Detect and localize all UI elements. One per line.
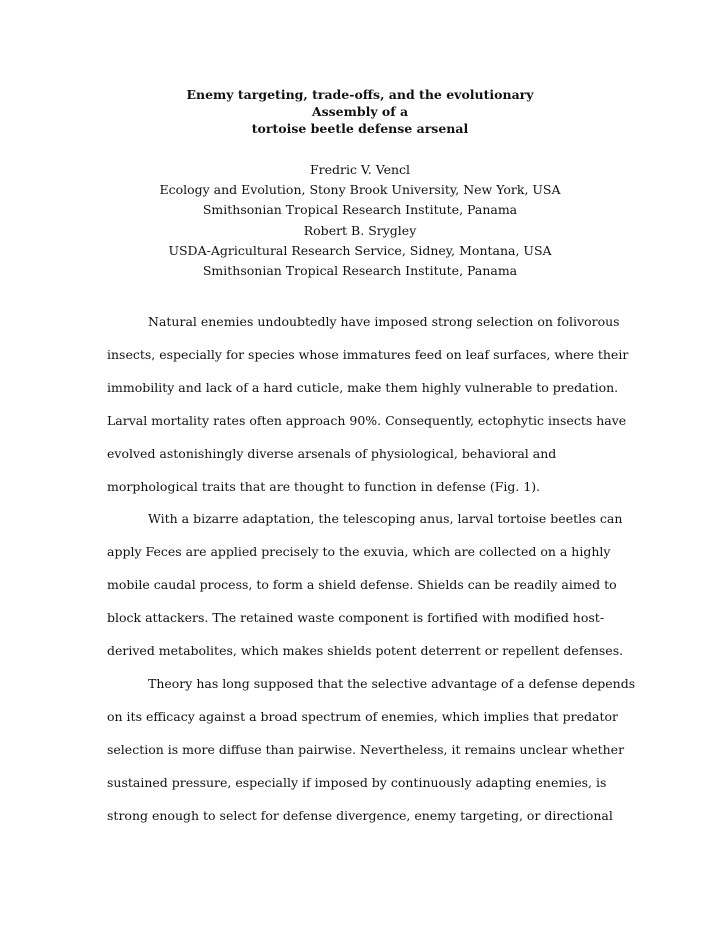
text-line: morphological traits that are thought to function in defense (Fig. 1). bbox=[107, 478, 541, 494]
author-affiliation: Smithsonian Tropical Research Institute, Panama bbox=[202, 263, 518, 279]
text-line: strong enough to select for defense divergence, enemy targeting, or directional bbox=[107, 807, 613, 823]
text-line: evolved astonishingly diverse arsenals of physiological, behavioral and bbox=[107, 445, 557, 461]
paragraph bbox=[107, 503, 627, 668]
author-affiliation: Smithsonian Tropical Research Institute, Panama bbox=[202, 202, 518, 218]
text-line: insects, especially for species whose immatures feed on leaf surfaces, where their bbox=[107, 346, 629, 362]
text-line: Theory has long supposed that the selective advantage of a defense depends bbox=[148, 675, 636, 691]
author-name: Fredric V. Vencl bbox=[309, 162, 411, 177]
paper-title bbox=[0, 86, 720, 137]
paragraph bbox=[107, 668, 636, 833]
author-affiliation: Ecology and Evolution, Stony Brook University, New York, USA bbox=[159, 182, 561, 198]
text-line: on its efficacy against a broad spectrum of enemies, which implies that predator bbox=[107, 708, 618, 724]
text-line: Larval mortality rates often approach 90%. Consequently, ectophytic insects have bbox=[107, 412, 627, 428]
text-line: block attackers. The retained waste component is fortified with modified host- bbox=[107, 610, 605, 626]
text-line: Natural enemies undoubtedly have imposed strong selection on folivorous bbox=[148, 314, 620, 329]
text-line: mobile caudal process, to form a shield defense. Shields can be readily aimed to bbox=[107, 577, 617, 593]
title-line: Assembly of a bbox=[311, 104, 409, 119]
text-line: immobility and lack of a hard cuticle, make them highly vulnerable to predation. bbox=[107, 379, 619, 395]
body-text bbox=[107, 306, 636, 833]
author-block bbox=[0, 160, 720, 281]
title-line: tortoise beetle defense arsenal bbox=[251, 121, 469, 136]
text-line: derived metabolites, which makes shields potent deterrent or repellent defenses. bbox=[107, 643, 624, 659]
author-name: Robert B. Srygley bbox=[303, 222, 417, 238]
paragraph bbox=[107, 306, 627, 503]
text-line: apply Feces are applied precisely to the exuvia, which are collected on a highly bbox=[107, 544, 611, 560]
title-line: Enemy targeting, trade-offs, and the evolutionary bbox=[186, 87, 534, 102]
text-line: With a bizarre adaptation, the telescoping anus, larval tortoise beetles can bbox=[148, 511, 623, 527]
author-affiliation: USDA-Agricultural Research Service, Sidney, Montana, USA bbox=[168, 242, 552, 258]
text-line: sustained pressure, especially if imposed by continuously adapting enemies, is bbox=[107, 774, 607, 790]
text-line: selection is more diffuse than pairwise. Nevertheless, it remains unclear whether bbox=[107, 741, 625, 757]
